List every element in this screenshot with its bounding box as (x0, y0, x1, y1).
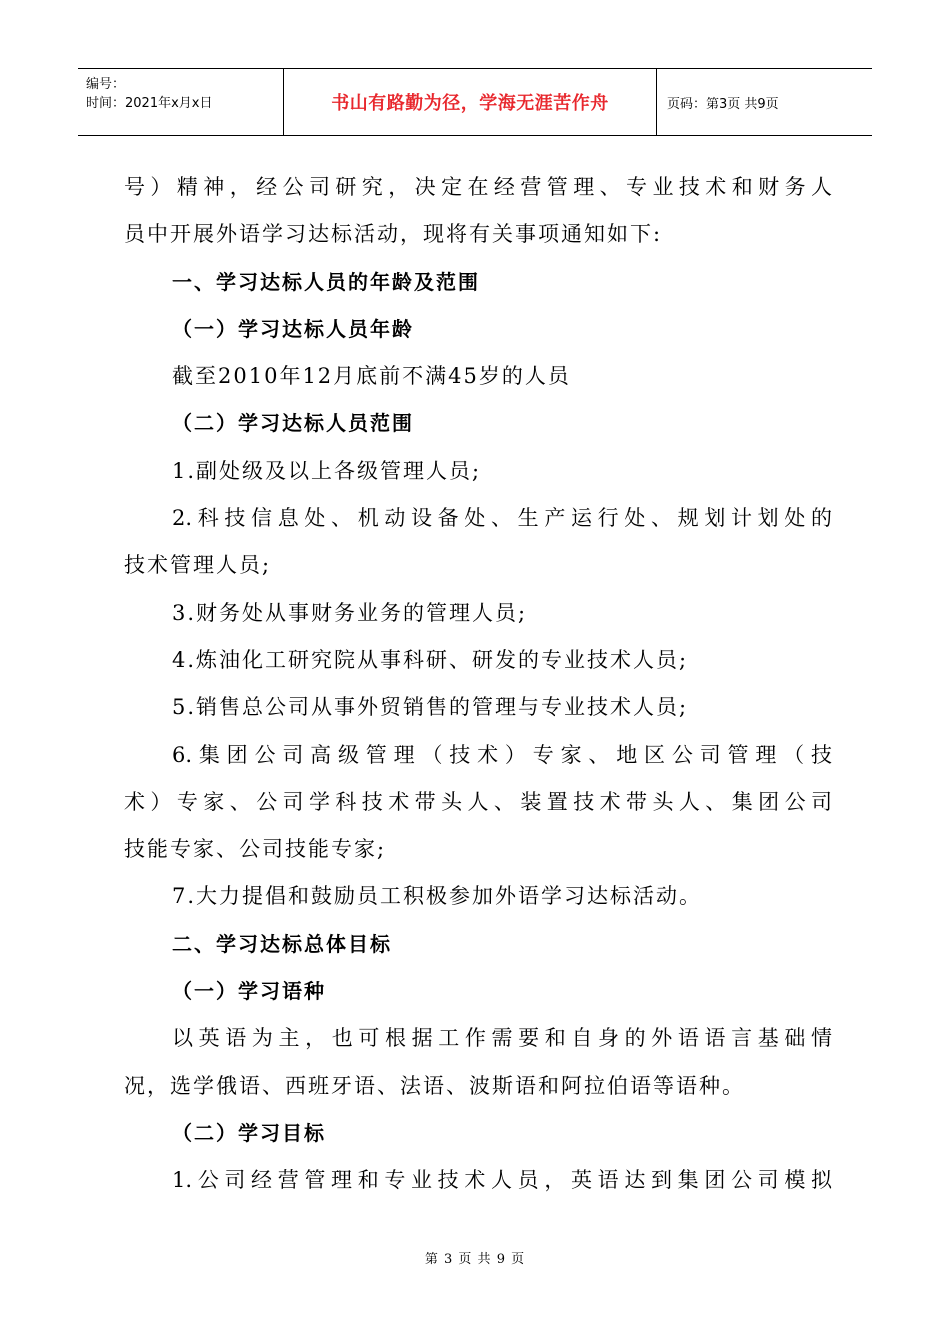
header-meta-cell (78, 69, 284, 135)
header-table (78, 68, 872, 136)
paragraph-line: 2.科技信息处、机动设备处、生产运行处、规划计划处的 (172, 506, 832, 531)
header-page-info: 页码：第3页 共9页 (667, 96, 779, 112)
footer-page-number: 第 3 页 共 9 页 (424, 1252, 526, 1267)
section-heading: 二、学习达标总体目标 (172, 931, 392, 956)
paragraph-line: 1.公司经营管理和专业技术人员，英语达到集团公司模拟 (172, 1168, 832, 1193)
header-motto-cell (284, 69, 657, 135)
paragraph-line: 6.集团公司高级管理（技术）专家、地区公司管理（技 (172, 742, 832, 767)
document-body (124, 164, 832, 1205)
document-time-label: 时间：2021年x月x日 (86, 96, 213, 111)
paragraph-line: 员中开展外语学习达标活动，现将有关事项通知如下: (124, 222, 663, 247)
paragraph-line: 3.财务处从事财务业务的管理人员; (172, 600, 528, 625)
paragraph-line: 号）精神，经公司研究，决定在经营管理、专业技术和财务人 (124, 175, 832, 199)
document-number-label: 编号： (86, 77, 126, 92)
page-footer (0, 1248, 950, 1267)
paragraph-line: 截至2010年12月底前不满45岁的人员 (172, 364, 571, 389)
paragraph-line: 1.副处级及以上各级管理人员; (172, 458, 482, 483)
paragraph-line: 况，选学俄语、西班牙语、法语、波斯语和阿拉伯语等语种。 (124, 1073, 745, 1098)
paragraph-line: 7.大力提倡和鼓励员工积极参加外语学习达标活动。 (172, 884, 703, 909)
section-heading: （一）学习达标人员年龄 (172, 316, 414, 341)
paragraph-line: 技能专家、公司技能专家; (124, 837, 387, 862)
paragraph-line: 5.销售总公司从事外贸销售的管理与专业技术人员; (172, 695, 689, 720)
paragraph-line: 技术管理人员; (124, 553, 272, 578)
paragraph-line: 4.炼油化工研究院从事科研、研发的专业技术人员; (172, 647, 689, 672)
section-heading: （一）学习语种 (172, 979, 326, 1004)
header-page-cell (657, 69, 872, 135)
section-heading: 一、学习达标人员的年龄及范围 (172, 269, 480, 294)
section-heading: （二）学习达标人员范围 (172, 411, 414, 436)
paragraph-line: 术）专家、公司学科技术带头人、装置技术带头人、集团公司 (124, 789, 832, 814)
section-heading: （二）学习目标 (172, 1120, 326, 1145)
header-motto: 书山有路勤为径，学海无涯苦作舟 (331, 93, 609, 114)
paragraph-line: 以英语为主，也可根据工作需要和自身的外语语言基础情 (172, 1026, 832, 1051)
